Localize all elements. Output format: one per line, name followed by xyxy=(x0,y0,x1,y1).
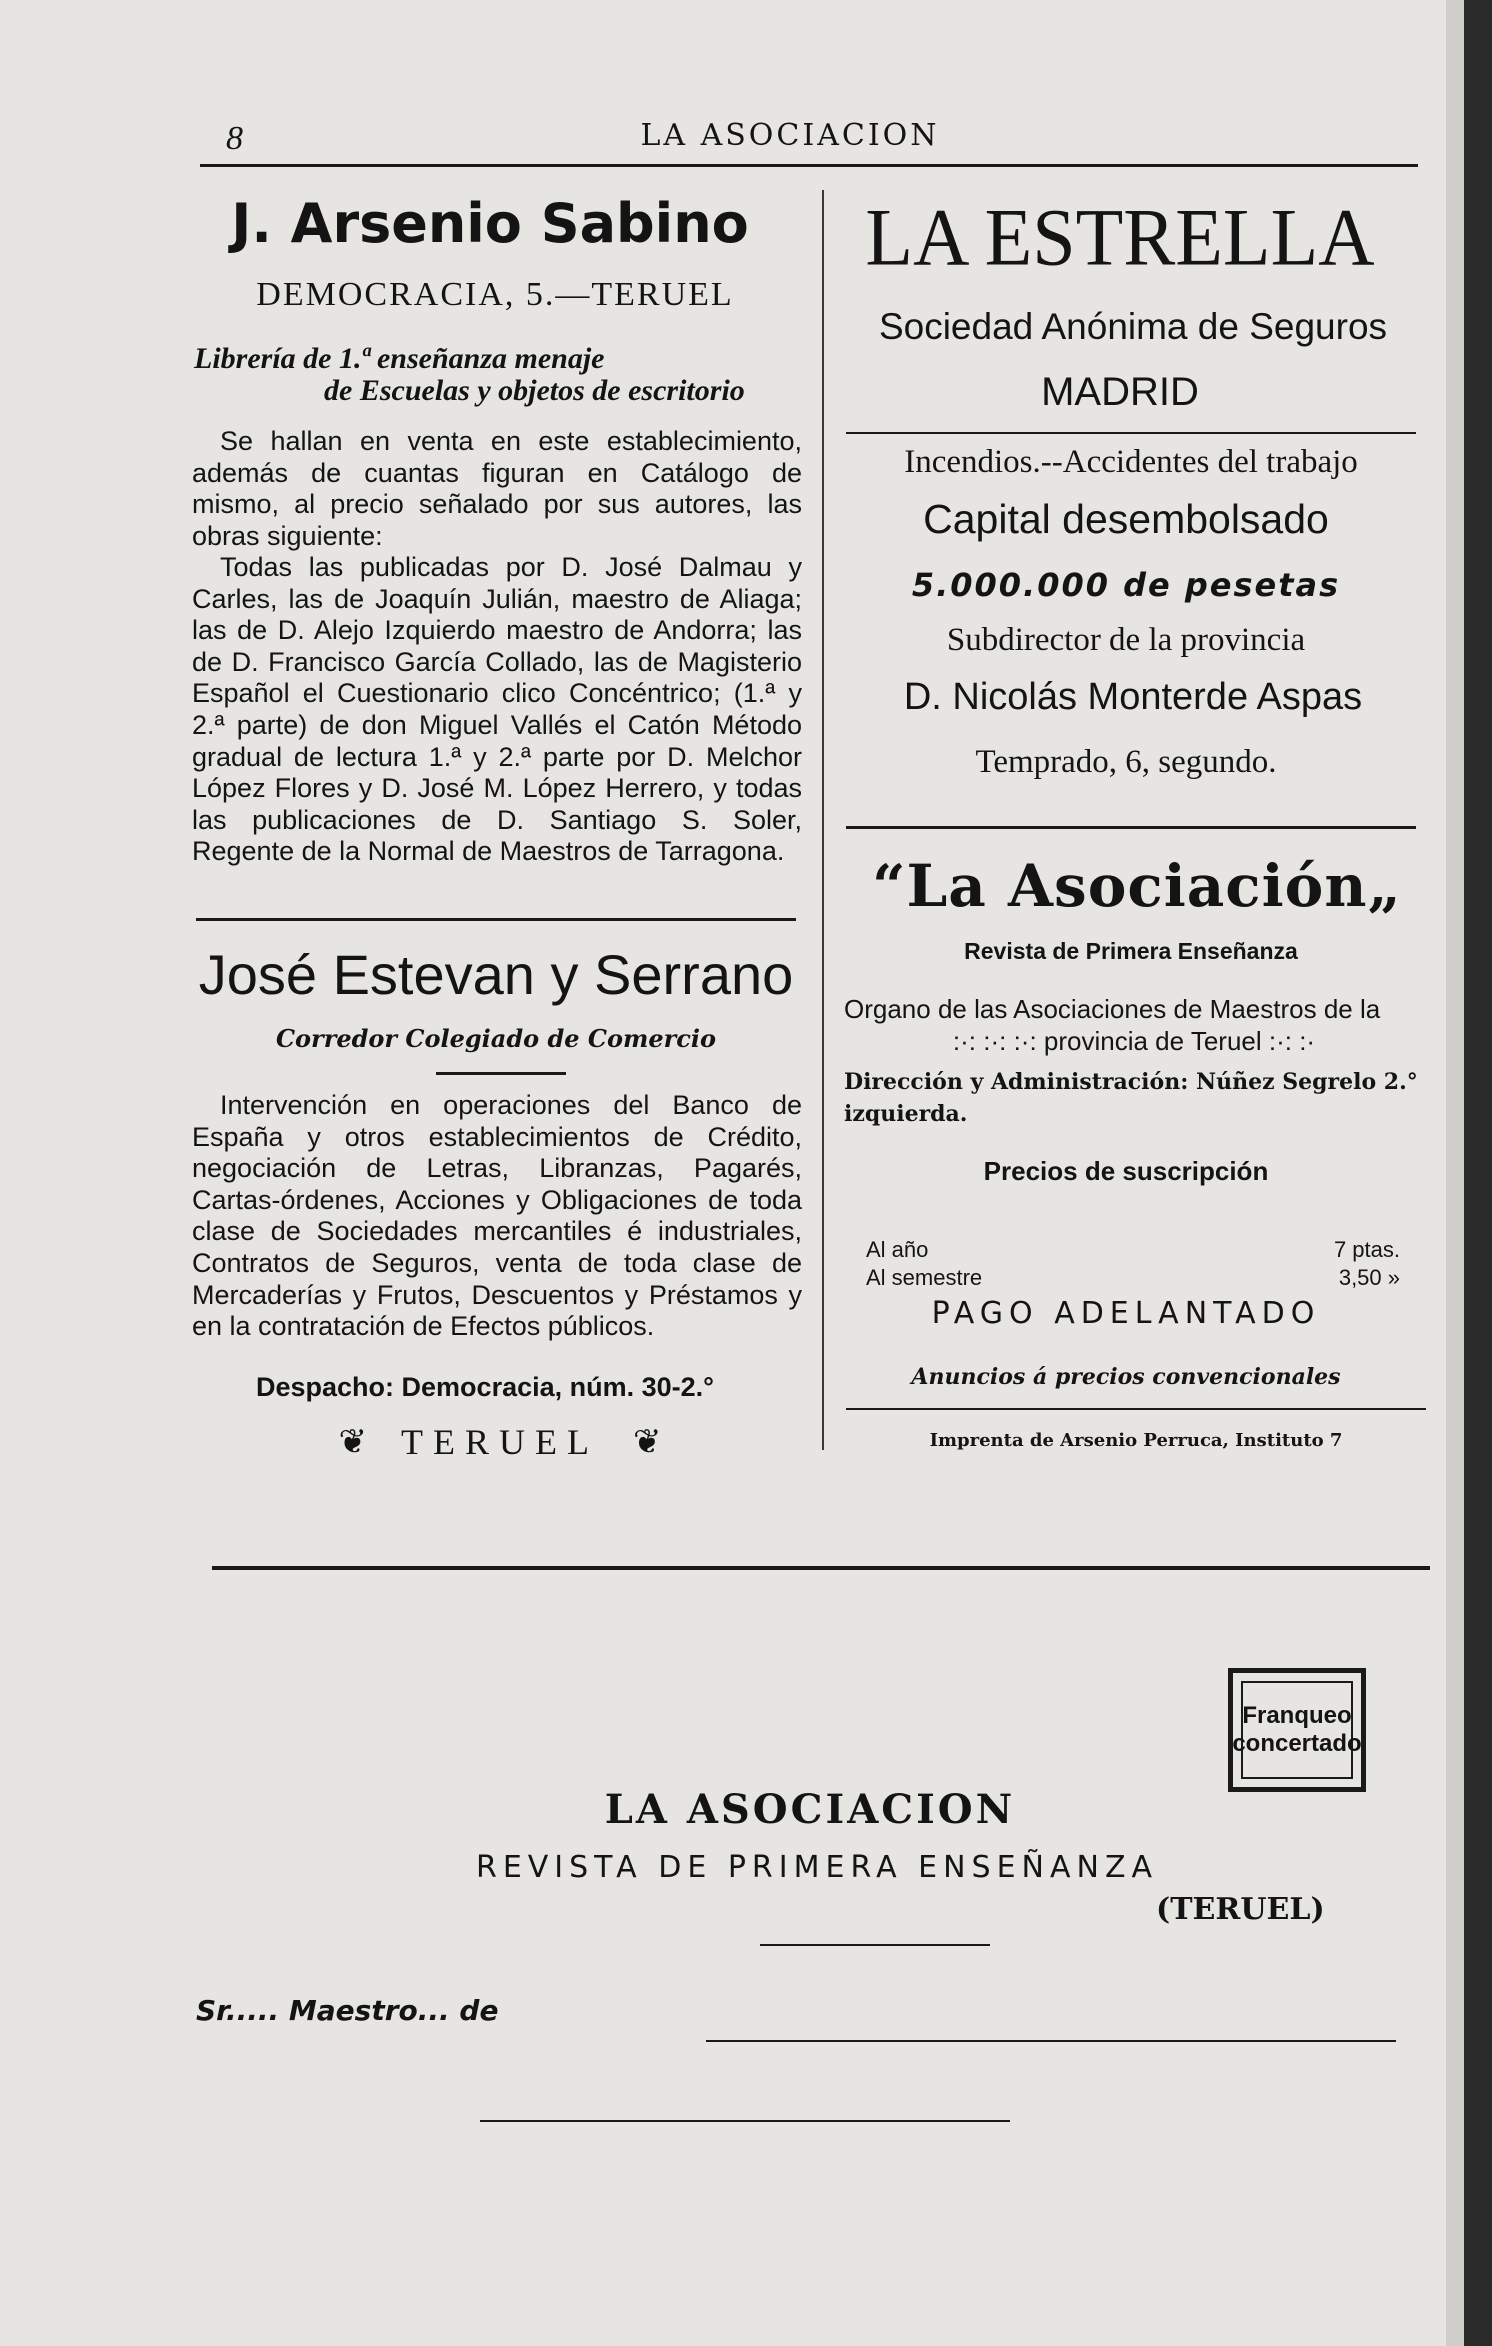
stamp-line-2: concertado xyxy=(1232,1730,1362,1757)
ornament-icon: ❦ xyxy=(632,1422,662,1462)
estrella-capital-label: Capital desembolsado xyxy=(923,496,1329,542)
sabino-tagline-2: de Escuelas y objetos de escritorio xyxy=(324,374,745,407)
estrella-subdirector-name: D. Nicolás Monterde Aspas xyxy=(903,676,1363,718)
estevan-city-row xyxy=(320,1420,680,1464)
mailing-rule xyxy=(212,1566,1430,1570)
asociacion-subtitle: Revista de Primera Enseñanza xyxy=(964,938,1298,964)
estevan-office: Despacho: Democracia, núm. 30-2.° xyxy=(256,1372,714,1402)
estrella-subdirector-address: Temprado, 6, segundo. xyxy=(975,744,1277,780)
left-ad-separator xyxy=(196,918,796,921)
estrella-name: LA ESTRELLA xyxy=(865,190,1375,283)
price-amount: 7 ptas. xyxy=(1333,1237,1400,1262)
asociacion-organ-2: :·: :·: :·: provincia de Teruel :·: :· xyxy=(952,1026,1316,1056)
estrella-lines: Incendios.--Accidentes del trabajo xyxy=(904,444,1358,480)
running-title: LA ASOCIACION xyxy=(640,118,940,153)
asociacion-organ-1: Organo de las Asociaciones de Maestros de la xyxy=(844,994,1381,1024)
ornament-icon: ❦ xyxy=(338,1422,367,1462)
address-blank-line-1 xyxy=(706,2040,1396,2042)
right-ad-separator xyxy=(846,826,1416,829)
estrella-company: Sociedad Anónima de Seguros xyxy=(878,306,1388,347)
address-blank-line-2 xyxy=(480,2120,1010,2122)
mailing-title: LA ASOCIACION xyxy=(604,1786,1016,1833)
sabino-body-intro: Se hallan en venta en este establecimiento, además de cuantas figuran en Catálogo de mismo, al precio señalado por sus autores, las obras siguiente: xyxy=(192,426,802,551)
estevan-city: TERUEL xyxy=(401,1422,599,1462)
price-label: Al semestre xyxy=(866,1265,983,1290)
price-table xyxy=(866,1236,1400,1292)
mailing-city: (TERUEL) xyxy=(1156,1892,1325,1927)
scan-shadow-border xyxy=(1464,0,1492,2346)
estevan-name: José Estevan y Serrano xyxy=(198,943,794,1006)
printer-rule xyxy=(846,1408,1426,1410)
asociacion-direction: Dirección y Administración: Núñez Segrelo 2.° izquierda. xyxy=(844,1069,1418,1127)
sabino-address: DEMOCRACIA, 5.—TERUEL xyxy=(256,276,734,313)
estevan-subtitle-rule xyxy=(436,1072,566,1075)
asociacion-title: “La Asociación„ xyxy=(872,852,1402,920)
mailing-subtitle: REVISTA DE PRIMERA ENSEÑANZA xyxy=(475,1850,1159,1885)
address-line: Sr..... Maestro... de xyxy=(196,1994,499,2027)
estrella-capital-amount: 5.000.000 de pesetas xyxy=(911,566,1341,604)
estevan-body: Intervención en operaciones del Banco de España y otros establecimientos de Crédito, negociación de Letras, Libranzas, Pagarés, Cartas-órdenes, Acciones y Obligaciones de toda clase de Sociedades mercantiles é industriales, Contratos de Seguros, venta de toda clase de Mercaderías y Frutos, Descuentos y Préstamos y en la contratación de Efectos públicos. xyxy=(192,1090,802,1342)
estevan-subtitle: Corredor Colegiado de Comercio xyxy=(275,1024,717,1053)
price-row-semester xyxy=(866,1264,1400,1292)
price-amount: 3,50 » xyxy=(1338,1265,1400,1290)
printer-note: Imprenta de Arsenio Perruca, Instituto 7 xyxy=(929,1430,1343,1451)
column-divider xyxy=(822,190,824,1450)
price-label: Al año xyxy=(866,1237,929,1262)
sabino-body-list: Todas las publicadas por D. José Dalmau y Carles, las de Joaquín Julián, maestro de Aliaga; las de D. Alejo Izquierdo maestro de Andorra; las de D. Francisco García Collado, las de Magisterio Español el Cuestionario clico Concéntrico; (1.ª y 2.ª parte) de don Miguel Vallés el Catón Método gradual de lectura 1.ª y 2.ª parte por D. Melchor López Flores y D. José M. López Herrero, y todas las publicaciones de D. Santiago S. Soler, Regente de la Normal de Maestros de Tarragona. xyxy=(192,552,802,867)
price-row-year xyxy=(866,1236,1400,1264)
stamp-inner-border xyxy=(1232,1681,1362,1779)
estrella-city: MADRID xyxy=(1041,370,1199,414)
page-number: 8 xyxy=(226,120,243,157)
stamp-line-1: Franqueo xyxy=(1242,1702,1352,1729)
estrella-subdirector-label: Subdirector de la provincia xyxy=(946,622,1306,658)
mailing-underline xyxy=(760,1944,990,1946)
header-rule xyxy=(200,164,1418,167)
scan-page-edge xyxy=(1446,0,1464,2346)
sabino-tagline-1: Librería de 1.ª enseñanza menaje xyxy=(194,342,605,375)
sabino-name: J. Arsenio Sabino xyxy=(231,192,749,255)
payment-note: PAGO ADELANTADO xyxy=(931,1296,1321,1331)
prices-title: Precios de suscripción xyxy=(983,1156,1269,1186)
ads-note: Anuncios á precios convencionales xyxy=(911,1364,1341,1390)
franqueo-stamp xyxy=(1228,1668,1366,1792)
estrella-rule xyxy=(846,432,1416,434)
